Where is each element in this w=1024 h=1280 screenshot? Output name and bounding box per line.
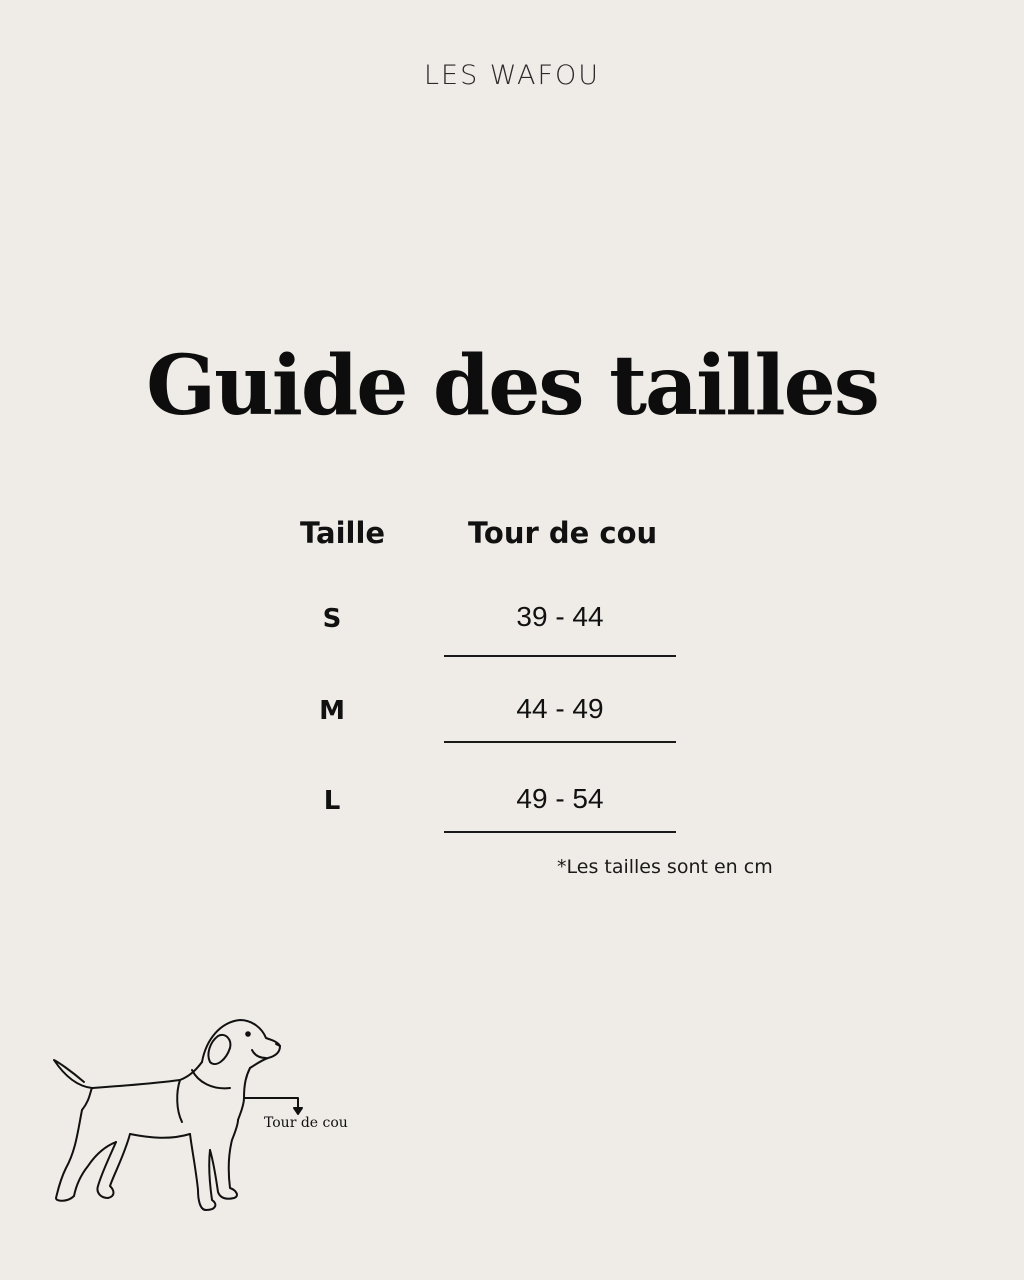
row-divider: [444, 655, 676, 657]
neck-value-l: 49 - 54: [516, 783, 604, 814]
row-divider: [444, 741, 676, 743]
brand-logo: LES WAFOU: [423, 60, 601, 91]
size-label-l: L: [323, 786, 341, 816]
row-divider: [444, 831, 676, 833]
size-label-s: S: [322, 604, 342, 634]
column-header-size: Taille: [300, 516, 386, 550]
units-note: *Les tailles sont en cm: [557, 856, 773, 878]
neck-value-s: 39 - 44: [516, 601, 604, 632]
size-label-m: M: [319, 696, 345, 726]
neck-measure-label: Tour de cou: [264, 1115, 348, 1131]
page-title: Guide des tailles: [146, 338, 878, 434]
neck-value-m: 44 - 49: [516, 693, 604, 724]
column-header-neck: Tour de cou: [468, 516, 658, 550]
